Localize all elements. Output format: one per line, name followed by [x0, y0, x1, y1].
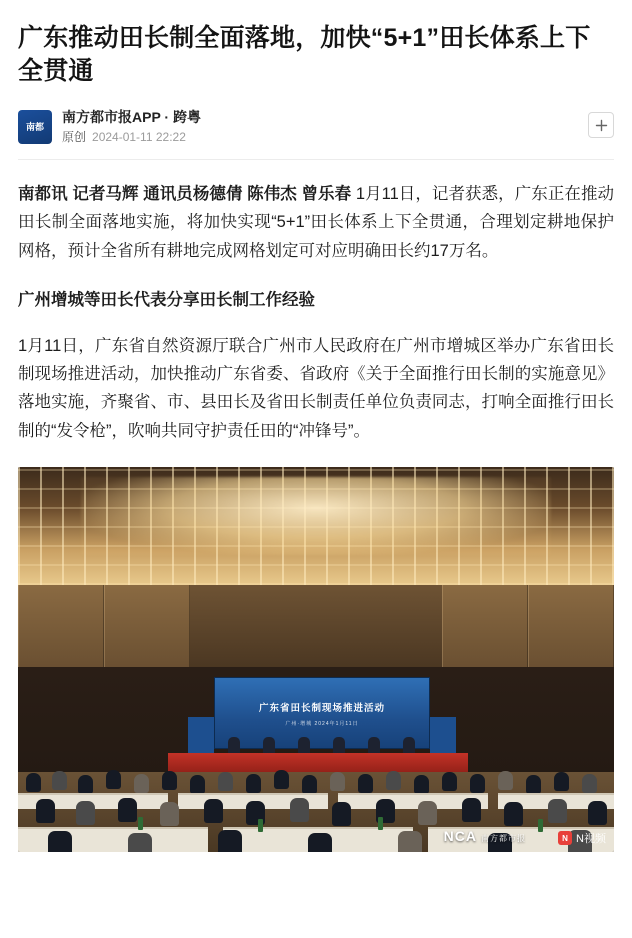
watermark-nca-sub: 南方都市报 — [481, 834, 526, 844]
article-photo — [18, 467, 614, 852]
meta-text — [62, 108, 201, 145]
section-subheading: 广州增城等田长代表分享田长制工作经验 — [18, 291, 315, 310]
body-paragraph: 1月11日，广东省自然资源厅联合广州市人民政府在广州市增城区举办广东省田长制现场推进活动，加快推动广东省委、省政府《关于全面推行田长制的实施意见》落地实施，齐聚省、市、县田长及省田长制责任单位负责同志，打响全面推行田长制的“发令枪”，吹响共同守护责任田的“冲锋号”。 — [18, 336, 614, 440]
watermark-video-label: N视频 — [576, 833, 606, 846]
page-title: 广东推动田长制全面落地，加快“5+1”田长体系上下全贯通 — [18, 24, 591, 85]
watermark-nca — [444, 828, 526, 844]
watermark-video — [558, 830, 606, 846]
avatar: 南都 — [18, 110, 52, 144]
watermark-nca-main: NCA — [443, 828, 477, 845]
lead-byline: 南都讯 记者马辉 通讯员杨德倩 陈伟杰 曾乐春 — [18, 185, 352, 203]
origin-badge: 原创 — [62, 130, 87, 144]
screen-title: 广东省田长制现场推进活动 — [258, 702, 385, 714]
lead-paragraph — [18, 180, 614, 265]
plus-icon[interactable] — [588, 112, 614, 138]
photo-stage-screen — [214, 677, 430, 749]
screen-subtitle: 广州·增城 2024年1月11日 — [285, 720, 359, 727]
lead-text: 1月11日，记者获悉，广东正在推动田长制全面落地实施，将加快实现“5+1”田长体系上下全贯通，合理划定耕地保护网格，预计全省所有耕地完成网格划定可对应明确田长约17万名。 — [18, 185, 615, 260]
source-name[interactable]: 南方都市报APP · 跨粤 — [62, 109, 201, 125]
photo-chandelier — [81, 477, 551, 555]
article-meta — [18, 94, 614, 155]
timestamp: 2024-01-11 22:22 — [92, 130, 186, 144]
play-badge-icon: N — [558, 831, 572, 845]
header-divider — [18, 159, 614, 160]
time-line — [62, 129, 201, 145]
